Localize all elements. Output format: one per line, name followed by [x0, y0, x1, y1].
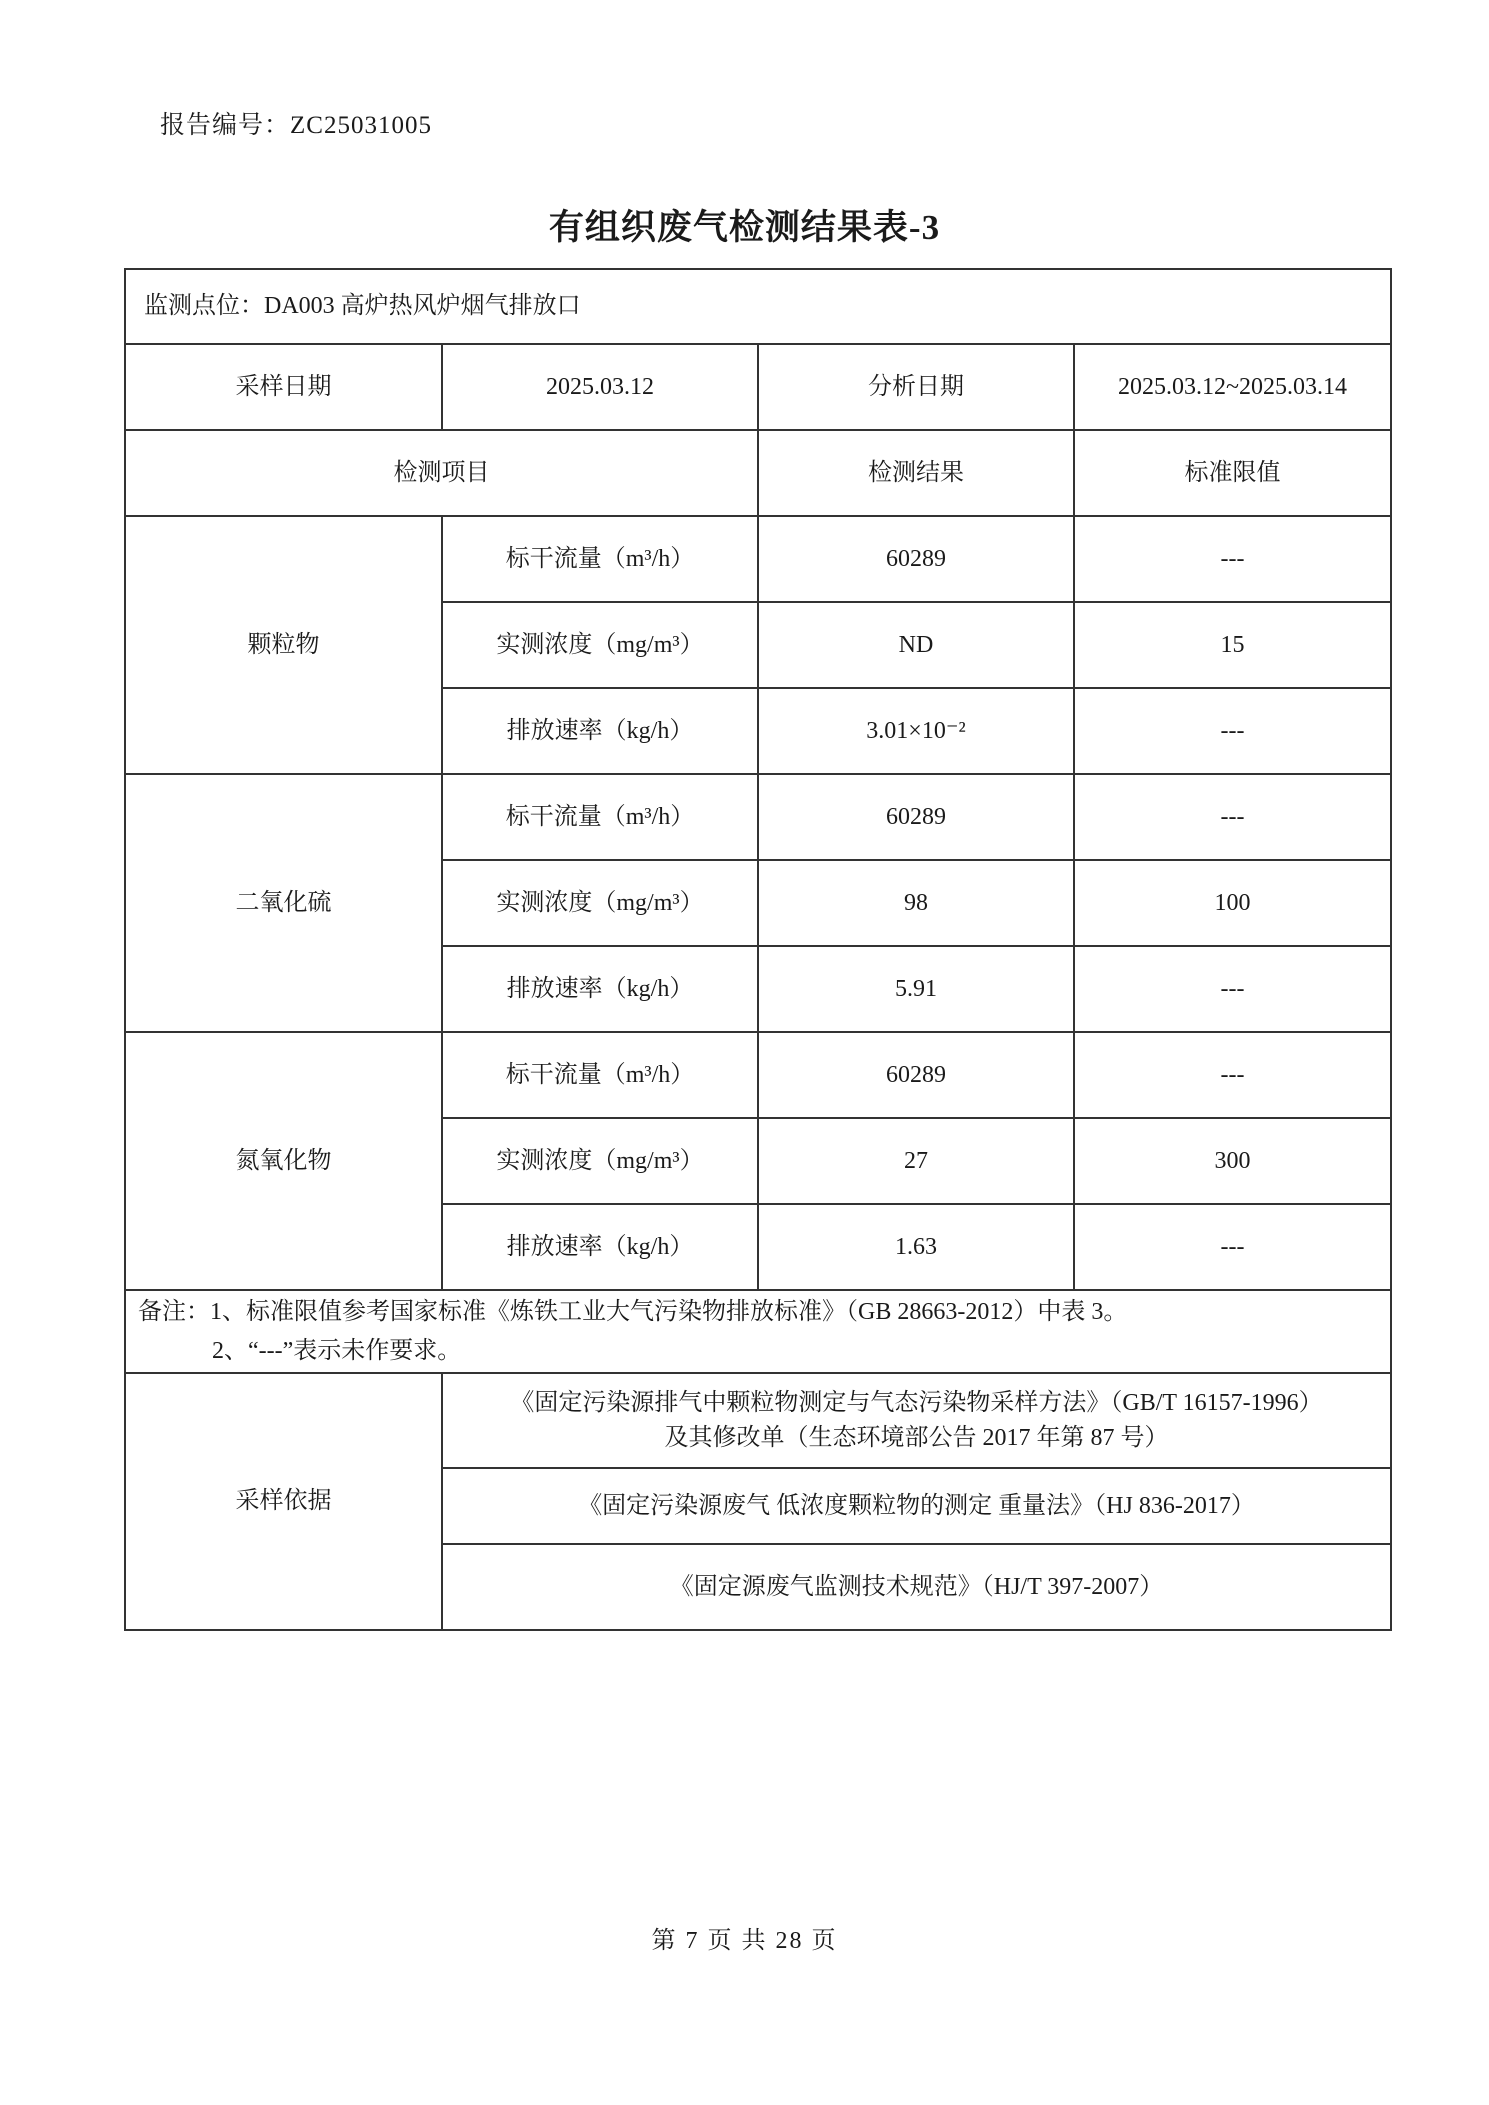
result-value: 1.63 [758, 1204, 1074, 1290]
column-header-result: 检测结果 [758, 430, 1074, 516]
parameter-name: 标干流量（m³/h） [442, 516, 758, 602]
sampling-basis-item: 《固定污染源废气 低浓度颗粒物的测定 重量法》（HJ 836-2017） [442, 1468, 1391, 1544]
parameter-name: 标干流量（m³/h） [442, 774, 758, 860]
column-header-item: 检测项目 [125, 430, 758, 516]
analysis-date-label: 分析日期 [758, 344, 1074, 430]
monitoring-location: 监测点位：DA003 高炉热风炉烟气排放口 [125, 269, 1391, 344]
result-value: 60289 [758, 774, 1074, 860]
parameter-name: 实测浓度（mg/m³） [442, 602, 758, 688]
result-value: ND [758, 602, 1074, 688]
limit-value: --- [1074, 516, 1391, 602]
sampling-basis-item [442, 1373, 1391, 1468]
table-row [125, 516, 1391, 602]
remarks [125, 1290, 1391, 1373]
result-value: 98 [758, 860, 1074, 946]
sampling-date-value: 2025.03.12 [442, 344, 758, 430]
analysis-date-value: 2025.03.12~2025.03.14 [1074, 344, 1391, 430]
limit-value: 300 [1074, 1118, 1391, 1204]
report-number: 报告编号：ZC25031005 [160, 112, 432, 139]
result-value: 27 [758, 1118, 1074, 1204]
column-header-limit: 标准限值 [1074, 430, 1391, 516]
limit-value: --- [1074, 774, 1391, 860]
limit-value: 15 [1074, 602, 1391, 688]
parameter-name: 排放速率（kg/h） [442, 946, 758, 1032]
result-value: 60289 [758, 516, 1074, 602]
limit-value: --- [1074, 946, 1391, 1032]
result-table [124, 268, 1392, 1631]
limit-value: --- [1074, 1204, 1391, 1290]
page-number: 第 7 页 共 28 页 [651, 1928, 838, 1954]
parameter-name: 标干流量（m³/h） [442, 1032, 758, 1118]
pollutant-name: 二氧化硫 [125, 774, 442, 1032]
pollutant-name: 颗粒物 [125, 516, 442, 774]
basis-line: 《固定污染源排气中颗粒物测定与气态污染物采样方法》（GB/T 16157-1996） [510, 1389, 1323, 1416]
pollutant-name: 氮氧化物 [125, 1032, 442, 1290]
parameter-name: 排放速率（kg/h） [442, 688, 758, 774]
result-value: 60289 [758, 1032, 1074, 1118]
basis-line: 及其修改单（生态环境部公告 2017 年第 87 号） [664, 1424, 1169, 1451]
remark-line-1: 备注：1、标准限值参考国家标准《炼铁工业大气污染物排放标准》（GB 28663-2012）中表 3。 [138, 1299, 1128, 1326]
sampling-basis-item: 《固定源废气监测技术规范》（HJ/T 397-2007） [442, 1544, 1391, 1630]
parameter-name: 实测浓度（mg/m³） [442, 1118, 758, 1204]
limit-value: --- [1074, 1032, 1391, 1118]
result-value: 5.91 [758, 946, 1074, 1032]
remark-line-2: 2、“---”表示未作要求。 [212, 1337, 462, 1364]
parameter-name: 排放速率（kg/h） [442, 1204, 758, 1290]
table-row [125, 774, 1391, 860]
limit-value: --- [1074, 688, 1391, 774]
table-row [125, 1032, 1391, 1118]
page-title: 有组织废气检测结果表-3 [548, 208, 941, 247]
result-value: 3.01×10⁻² [758, 688, 1074, 774]
parameter-name: 实测浓度（mg/m³） [442, 860, 758, 946]
sampling-date-label: 采样日期 [125, 344, 442, 430]
limit-value: 100 [1074, 860, 1391, 946]
sampling-basis-label: 采样依据 [125, 1373, 442, 1630]
